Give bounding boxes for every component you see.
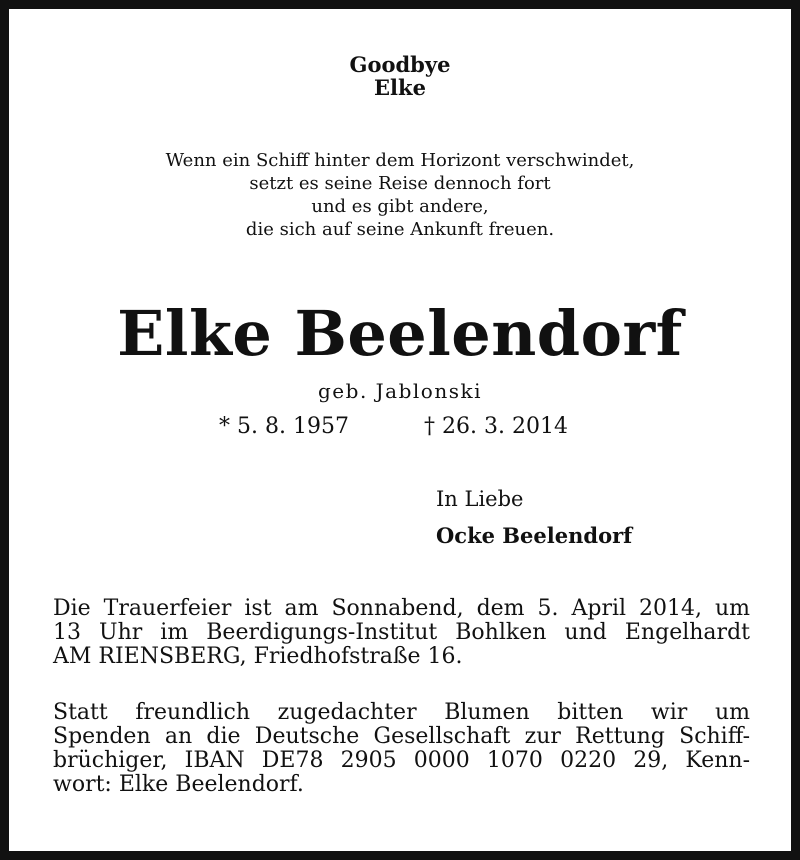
signer-name: Ocke Beelendorf <box>436 523 633 548</box>
funeral-line: 13 Uhr im Beerdigungs-Institut Bohlken und Engelhardt <box>53 620 750 645</box>
funeral-line: AM RIENSBERG, Friedhofstraße 16. <box>53 644 463 669</box>
farewell-heading-line-2: Elke <box>374 75 426 100</box>
donation-line: Spenden an die Deutsche Gesellschaft zur Rettung Schiff- <box>53 724 750 749</box>
poem <box>9 149 791 241</box>
poem-line: die sich auf seine Ankunft freuen. <box>245 219 555 240</box>
farewell-heading-line-1: Goodbye <box>349 52 451 77</box>
donation-line: Statt freundlich zugedachter Blumen bitten wir um <box>53 700 750 725</box>
donation-line: wort: Elke Beelendorf. <box>53 772 304 797</box>
donation-line: brüchiger, IBAN DE78 2905 0000 1070 0220 29, Kenn- <box>53 748 750 773</box>
maiden-name: geb. Jablonski <box>318 379 482 403</box>
funeral-paragraph <box>53 597 750 669</box>
in-love-text: In Liebe <box>436 487 524 511</box>
poem-line: und es gibt andere, <box>311 196 489 217</box>
donation-paragraph <box>53 701 750 797</box>
funeral-line: Die Trauerfeier ist am Sonnabend, dem 5. April 2014, um <box>53 596 750 621</box>
farewell-heading <box>9 53 791 99</box>
birth-date: * 5. 8. 1957 <box>219 414 349 439</box>
death-date: † 26. 3. 2014 <box>424 414 568 439</box>
poem-line: Wenn ein Schiff hinter dem Horizont verschwindet, <box>165 150 635 171</box>
poem-line: setzt es seine Reise dennoch fort <box>249 173 551 194</box>
deceased-name: Elke Beelendorf <box>117 297 683 370</box>
